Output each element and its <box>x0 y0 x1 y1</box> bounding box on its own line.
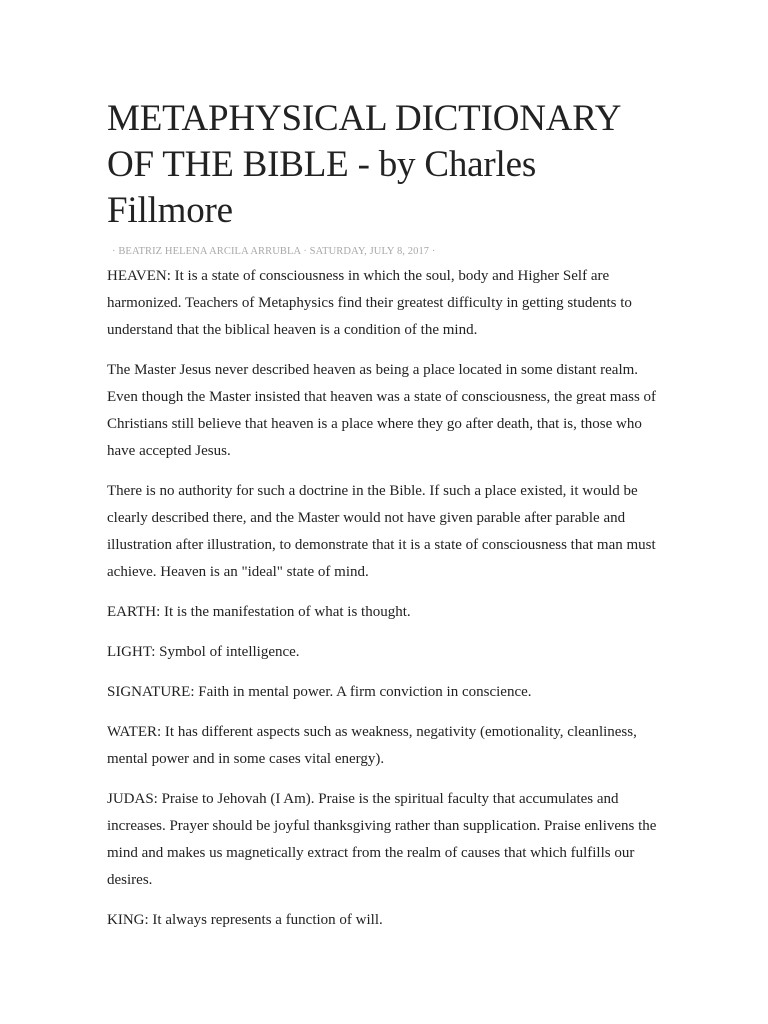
paragraph-heaven: HEAVEN: It is a state of consciousness in which the soul, body and Higher Self are harmonized. Teachers of Metaphysics find their greatest difficulty in getting students to understand that the biblical heaven is a condition of the mind. <box>107 268 632 338</box>
paragraph-water: WATER: It has different aspects such as weakness, negativity (emotionality, cleanliness, mental power and in some cases vital energy). <box>107 724 637 767</box>
paragraph-king: KING: It always represents a function of will. <box>107 912 383 928</box>
paragraph-judas: JUDAS: Praise to Jehovah (I Am). Praise is the spiritual faculty that accumulates and increases. Prayer should be joyful thanksgiving rather than supplication. Praise enlivens the mind and makes us magnetically extract from the realm of causes that which fulfills our desires. <box>107 791 657 888</box>
paragraph-master-jesus: The Master Jesus never described heaven as being a place located in some distant realm. Even though the Master insisted that heaven was a state of consciousness, the great mass of Christians still believe that heaven is a place where they go after death, that is, those who have accepted Jesus. <box>107 362 657 459</box>
document-page <box>107 96 667 947</box>
document-title: METAPHYSICAL DICTIONARY OF THE BIBLE - by Charles Fillmore <box>107 98 620 231</box>
paragraph-light: LIGHT: Symbol of intelligence. <box>107 644 300 660</box>
document-body <box>107 263 667 934</box>
byline: · BEATRIZ HELENA ARCILA ARRUBLA · SATURDAY, JULY 8, 2017 · <box>112 246 436 257</box>
paragraph-no-authority: There is no authority for such a doctrine in the Bible. If such a place existed, it would be clearly described there, and the Master would not have given parable after parable and illustration after illustration, to demonstrate that it is a state of consciousness that man must achieve. Heaven is an "ideal" state of mind. <box>107 483 656 580</box>
paragraph-earth: EARTH: It is the manifestation of what is thought. <box>107 604 411 620</box>
paragraph-signature: SIGNATURE: Faith in mental power. A firm conviction in conscience. <box>107 684 532 700</box>
